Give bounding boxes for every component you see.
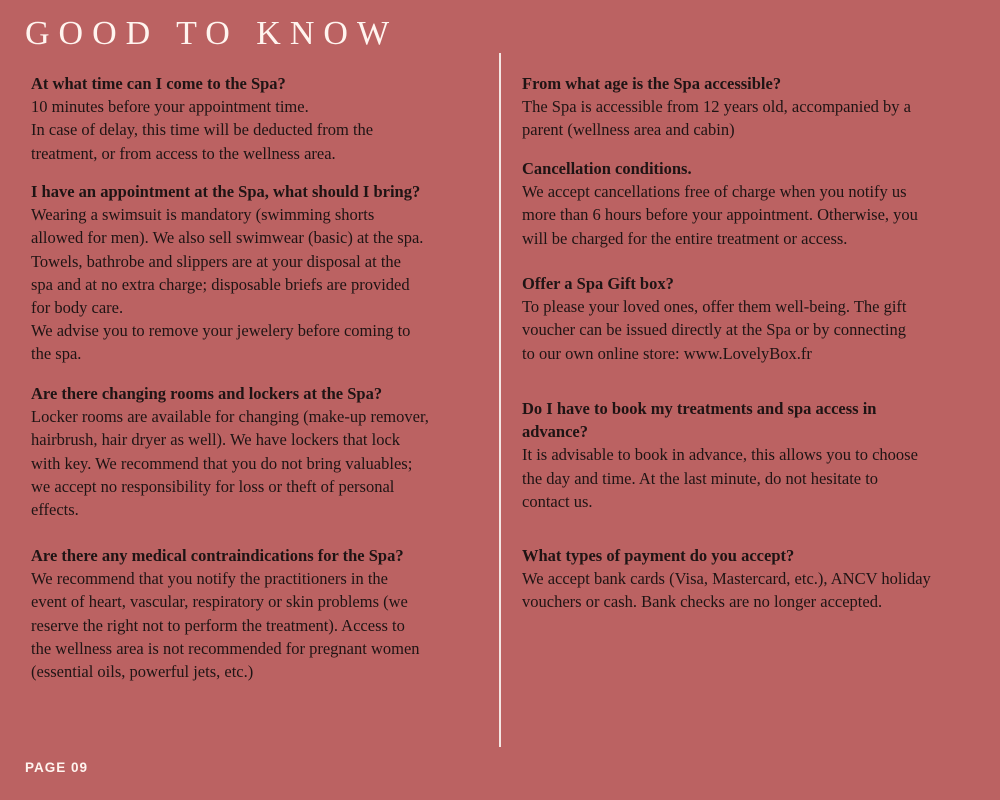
faq-item-payment [522,544,986,614]
faq-question: Are there any medical contraindications for the Spa? [31,546,404,565]
faq-answer: We recommend that you notify the practitioners in the event of heart, vascular, respiratory or skin problems (we reserve the right not to perform the treatment). Access to the wellness area is not recommended for pregnant women (essential oils, powerful jets, etc.) [31,569,420,682]
faq-item-contraindications [31,544,487,683]
faq-question: What types of payment do you accept? [522,546,795,565]
faq-item-cancellation [522,157,986,250]
page-number: PAGE 09 [25,760,89,775]
column-divider [499,53,501,747]
page-title: GOOD TO KNOW [25,15,399,52]
faq-item-gift-box [522,272,986,365]
faq-question: Do I have to book my treatments and spa access in advance? [522,399,877,442]
faq-answer: To please your loved ones, offer them well-being. The gift voucher can be issued directly at the Spa or by connecting to our own online store: www.LovelyBox.fr [522,297,907,363]
faq-question: I have an appointment at the Spa, what should I bring? [31,182,421,201]
faq-item-age [522,72,986,142]
faq-question: Offer a Spa Gift box? [522,274,674,293]
faq-item-changing-rooms [31,382,487,521]
faq-item-booking [522,397,986,513]
faq-question: Are there changing rooms and lockers at the Spa? [31,384,383,403]
faq-answer: Locker rooms are available for changing (make-up remover, hairbrush, hair dryer as well). We have lockers that lock with key. We recommend that you do not bring valuables; we accept no responsibility for loss or theft of personal effects. [31,407,429,520]
faq-item-what-to-bring [31,180,487,366]
faq-answer: The Spa is accessible from 12 years old, accompanied by a parent (wellness area and cabin) [522,97,911,140]
faq-answer: It is advisable to book in advance, this allows you to choose the day and time. At the last minute, do not hesitate to contact us. [522,445,918,511]
faq-question: From what age is the Spa accessible? [522,74,782,93]
faq-answer: 10 minutes before your appointment time. In case of delay, this time will be deducted from the treatment, or from access to the wellness area. [31,97,374,163]
faq-item-arrival-time [31,72,487,165]
faq-answer: We accept bank cards (Visa, Mastercard, etc.), ANCV holiday vouchers or cash. Bank checks are no longer accepted. [522,569,931,612]
faq-answer: We accept cancellations free of charge when you notify us more than 6 hours before your appointment. Otherwise, you will be charged for the entire treatment or access. [522,182,918,248]
faq-answer: Wearing a swimsuit is mandatory (swimming shorts allowed for men). We also sell swimwear (basic) at the spa. Towels, bathrobe and slippers are at your disposal at the spa and at no extra charge; disposable briefs are provided for body care. We advise you to remove your jewelery before coming to the spa. [31,205,424,364]
faq-question: Cancellation conditions. [522,159,692,178]
faq-question: At what time can I come to the Spa? [31,74,286,93]
